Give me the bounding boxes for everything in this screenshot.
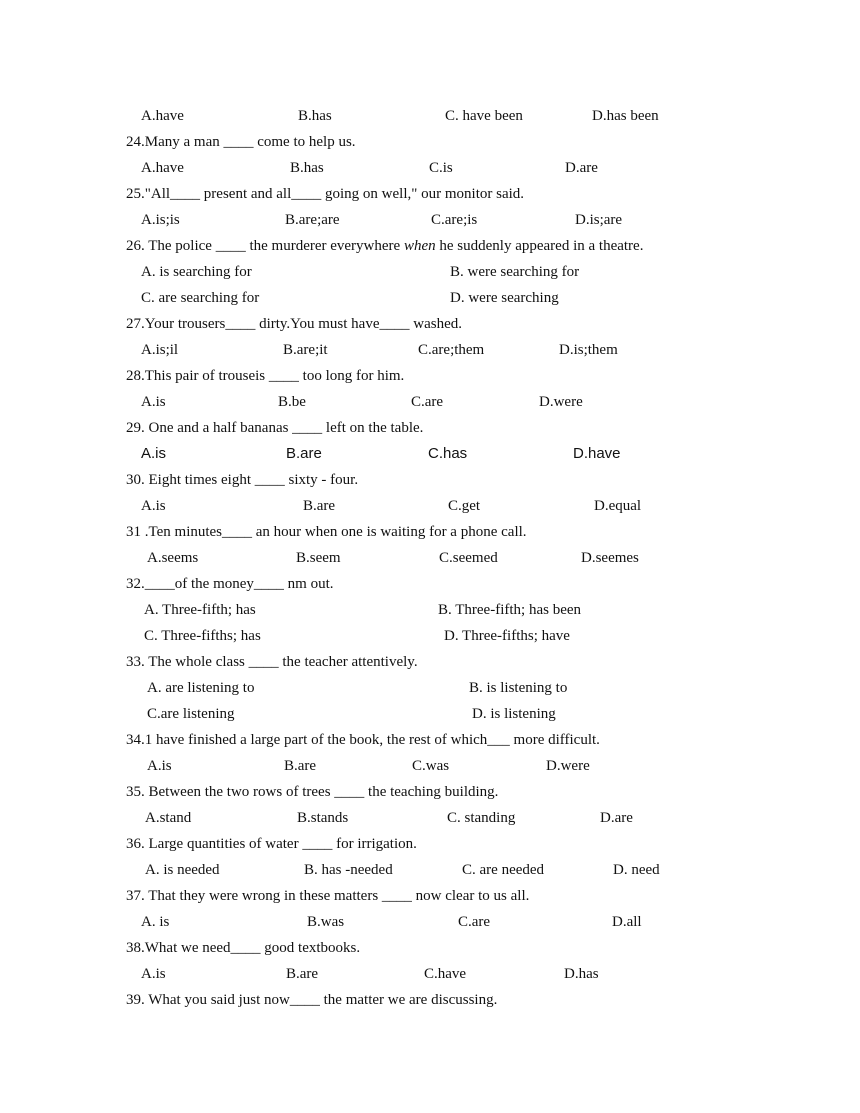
answer-option: D.all (612, 914, 642, 930)
question-text: 36. Large quantities of water ____ for irrigation. (126, 836, 417, 852)
answer-option: D.were (539, 394, 583, 410)
answer-option: D. need (613, 862, 660, 878)
answer-option: A.is (147, 758, 172, 774)
question-text: 35. Between the two rows of trees ____ the teaching building. (126, 784, 499, 800)
answer-option: B.be (278, 394, 306, 410)
answer-option: C.have (424, 966, 467, 982)
answer-option: C. Three-fifths; has (144, 628, 261, 644)
answer-option: B. has -needed (304, 862, 393, 878)
question-text: 28.This pair of trouseis ____ too long for him. (126, 368, 405, 384)
question-text: 38.What we need____ good textbooks. (126, 940, 361, 956)
answer-option: D. is listening (472, 706, 556, 722)
answer-option: C.seemed (439, 550, 498, 566)
answer-option: A.stand (145, 810, 192, 826)
answer-option: A.is;is (141, 212, 180, 228)
question-text-part: 26. The police ____ the murderer everywhere (126, 238, 404, 254)
answer-option: B.was (307, 914, 345, 930)
answer-option: D.are (565, 160, 598, 176)
answer-option: C. standing (447, 810, 516, 826)
answer-option: C. are searching for (141, 290, 260, 306)
answer-option: C.are (458, 914, 491, 930)
answer-option: A. are listening to (147, 680, 255, 696)
answer-option: D.equal (594, 498, 642, 514)
answer-option: C.is (429, 160, 453, 176)
answer-option: D.have (573, 445, 621, 462)
answer-option: A.is (141, 394, 166, 410)
answer-option: B.has (298, 108, 332, 124)
answer-option: A.is;il (141, 342, 179, 358)
answer-option: B.are (303, 498, 336, 514)
answer-option: A.is (141, 498, 166, 514)
answer-option: D.has (564, 966, 599, 982)
question-text: 30. Eight times eight ____ sixty - four. (126, 472, 359, 488)
question-text: 39. What you said just now____ the matter we are discussing. (126, 992, 498, 1008)
answer-option: D.has been (592, 108, 659, 124)
answer-option: D.seemes (581, 550, 639, 566)
answer-option: C.was (412, 758, 450, 774)
question-text: 33. The whole class ____ the teacher attentively. (126, 654, 418, 670)
answer-option: D. were searching (450, 290, 559, 306)
answer-option: B. Three-fifth; has been (438, 602, 582, 618)
answer-option: D.is;them (559, 342, 618, 358)
answer-option: C.are;is (431, 212, 478, 228)
answer-option: D.are (600, 810, 633, 826)
answer-option: D. Three-fifths; have (444, 628, 570, 644)
question-text: 25."All____ present and all____ going on well," our monitor said. (126, 186, 525, 202)
answer-option: C.are;them (418, 342, 485, 358)
answer-option: B.are (286, 966, 319, 982)
answer-option: C.are (411, 394, 444, 410)
question-text (126, 237, 643, 255)
answer-option: B.are;it (283, 342, 328, 358)
question-text: 37. That they were wrong in these matters ____ now clear to us all. (126, 888, 530, 904)
answer-option: C.has (428, 445, 468, 462)
answer-option: A. is needed (145, 862, 220, 878)
answer-option: D.were (546, 758, 590, 774)
answer-option: B.has (290, 160, 324, 176)
question-emphasis: when (403, 238, 436, 254)
answer-option: A.is (141, 445, 167, 462)
answer-option: B.seem (296, 550, 341, 566)
question-text: 32.____of the money____ nm out. (126, 576, 334, 592)
question-text: 27.Your trousers____ dirty.You must have____ washed. (126, 316, 462, 332)
answer-option: A. Three-fifth; has (144, 602, 256, 618)
answer-option: B.are (284, 758, 317, 774)
answer-option: A.is (141, 966, 166, 982)
answer-option: A.have (141, 160, 184, 176)
answer-option: A.seems (147, 550, 199, 566)
answer-option: C. are needed (462, 862, 545, 878)
answer-option: A. is (141, 914, 170, 930)
answer-option: B.are;are (285, 212, 340, 228)
answer-option: A. is searching for (141, 264, 252, 280)
answer-option: D.is;are (575, 212, 623, 228)
answer-option: C. have been (445, 108, 523, 124)
answer-option: B.stands (297, 810, 349, 826)
question-text-part: he suddenly appeared in a theatre. (435, 238, 644, 254)
question-text: 29. One and a half bananas ____ left on the table. (126, 420, 424, 436)
question-text: 24.Many a man ____ come to help us. (126, 134, 356, 150)
answer-option: B. is listening to (469, 680, 568, 696)
answer-option: C.are listening (147, 706, 235, 722)
answer-option: B.are (286, 445, 322, 462)
question-text: 31 .Ten minutes____ an hour when one is waiting for a phone call. (126, 524, 527, 540)
answer-option: A.have (141, 108, 184, 124)
answer-option: C.get (448, 498, 481, 514)
answer-option: B. were searching for (450, 264, 580, 280)
question-text: 34.1 have finished a large part of the book, the rest of which___ more difficult. (126, 732, 600, 748)
